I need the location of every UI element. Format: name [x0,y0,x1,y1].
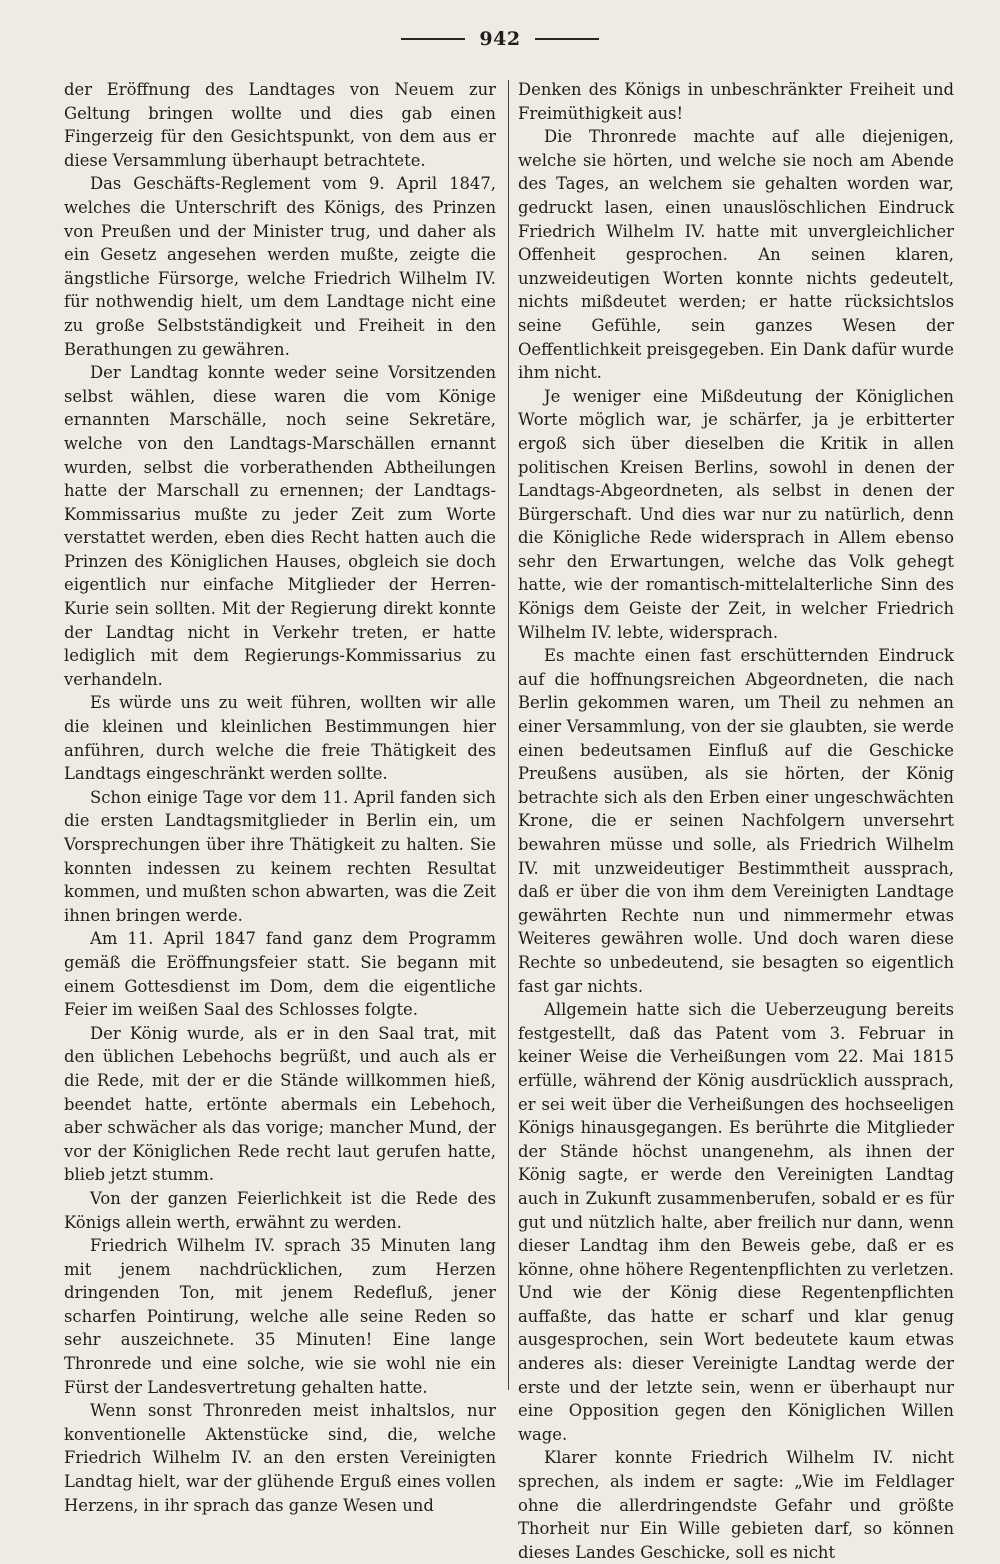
paragraph: Klarer konnte Friedrich Wilhelm IV. nicht sprechen, als indem er sagte: „Wie im Feldlager ohne die allerdringendste Gefahr und größte Thorheit nur Ein Wille gebieten darf, so können dieses Landes Geschicke, soll es nicht [518,1448,954,1562]
paragraph: Es machte einen fast erschütternden Eindruck auf die hoffnungsreichen Abgeordneten, die nach Berlin gekommen waren, um Theil zu nehmen an einer Versammlung, von der sie glaubten, sie werde einen bedeutsamen Einfluß auf die Geschicke Preußens ausüben, als sie hörten, der König betrachte sich als den Erben einer ungeschwächten Krone, die er seinen Nachfolgern unversehrt bewahren müsse und solle, als Friedrich Wilhelm IV. mit unzweideutiger Bestimmtheit aussprach, daß er über die von ihm dem Vereinigten Landtage gewährten Rechte nun und nimmermehr etwas Weiteres gewähren wolle. Und doch waren diese Rechte so unbedeutend, sie besagten so eigentlich fast gar nichts. [518,646,954,996]
paragraph: Wenn sonst Thronreden meist inhaltslos, nur konventionelle Aktenstücke sind, die, welche Friedrich Wilhelm IV. an den ersten Vereinigten Landtag hielt, war der glühende Erguß eines vollen Herzens, in ihr sprach das ganze Wesen und [64,1401,496,1515]
paragraph: Der König wurde, als er in den Saal trat, mit den üblichen Lebehochs begrüßt, und auch als er die Rede, mit der er die Stände willkommen hieß, beendet hatte, ertönte abermals ein Lebehoch, aber schwächer als das vorige; mancher Mund, der vor der Königlichen Rede recht laut gerufen hatte, blieb jetzt stumm. [64,1023,496,1185]
column-divider [508,80,509,1390]
page-number: 942 [479,28,521,50]
paragraph: Es würde uns zu weit führen, wollten wir alle die kleinen und kleinlichen Bestimmungen hier anführen, durch welche die freie Thätigkeit des Landtags eingeschränkt werden sollte. [64,693,496,784]
left-column [64,78,496,1515]
paragraph: Je weniger eine Mißdeutung der Königlichen Worte möglich war, je schärfer, ja je erbitterter ergoß sich über dieselben die Kritik in allen politischen Kreisen Berlins, sowohl in denen der Landtags-Abgeordneten, als selbst in denen der Bürgerschaft. Und dies war nur zu natürlich, denn die Königliche Rede widersprach in Allem ebenso sehr den Erwartungen, welche das Volk gehegt hatte, wie der romantisch-mittelalterliche Sinn des Königs dem Geiste der Zeit, in welcher Friedrich Wilhelm IV. lebte, widersprach. [518,386,954,642]
paragraph: Friedrich Wilhelm IV. sprach 35 Minuten lang mit jenem nachdrücklichen, zum Herzen dringenden Ton, mit jenem Redefluß, jener scharfen Pointirung, welche alle seine Reden so sehr auszeichnete. 35 Minuten! Eine lange Thronrede und eine solche, wie sie wohl nie ein Fürst der Landesvertretung gehalten hatte. [64,1236,496,1397]
paragraph: Schon einige Tage vor dem 11. April fanden sich die ersten Landtagsmitglieder in Berlin ein, um Vorsprechungen über ihre Thätigkeit zu halten. Sie konnten indessen zu keinem rechten Resultat kommen, und mußten schon abwarten, was die Zeit ihnen bringen werde. [64,787,496,925]
paragraph: Der Landtag konnte weder seine Vorsitzenden selbst wählen, diese waren die vom Könige ernannten Marschälle, noch seine Sekretäre, welche von den Landtags-Marschällen ernannt wurden, selbst die vorberathenden Abtheilungen hatte der Marschall zu ernennen; der Landtags-Kommissarius mußte zu jeder Zeit zum Worte verstattet werden, eben dies Recht hatten auch die Prinzen des Königlichen Hauses, obgleich sie doch eigentlich nur einfache Mitglieder der Herren-Kurie sein sollten. Mit der Regierung direkt konnte der Landtag nicht in Verkehr treten, er hatte lediglich mit dem Regierungs-Kommissarius zu verhandeln. [64,363,496,689]
paragraph: Die Thronrede machte auf alle diejenigen, welche sie hörten, und welche sie noch am Abende des Tages, an welchem sie gehalten worden war, gedruckt lasen, einen unauslöschlichen Eindruck Friedrich Wilhelm IV. hatte mit unvergleichlicher Offenheit gesprochen. An seinen klaren, unzweideutigen Worten konnte nichts gedeutelt, nichts mißdeutet werden; er hatte rücksichtslos seine Gefühle, sein ganzes Wesen der Oeffentlichkeit preisgegeben. Ein Dank dafür wurde ihm nicht. [518,127,954,383]
paragraph: Denken des Königs in unbeschränkter Freiheit und Freimüthigkeit aus! [518,80,954,123]
paragraph: Das Geschäfts-Reglement vom 9. April 1847, welches die Unterschrift des Königs, des Prinzen von Preußen und der Minister trug, und daher als ein Gesetz angesehen werden mußte, zeigte die ängstliche Fürsorge, welche Friedrich Wilhelm IV. für nothwendig hielt, um dem Landtage nicht eine zu große Selbstständigkeit und Freiheit in den Berathungen zu gewähren. [64,174,496,359]
header-rule-right [535,38,599,40]
paragraph: der Eröffnung des Landtages von Neuem zur Geltung bringen wollte und dies gab einen Fingerzeig für den Gesichtspunkt, von dem aus er diese Versammlung überhaupt betrachtete. [64,80,496,170]
header-rule-left [401,38,465,40]
paragraph: Allgemein hatte sich die Ueberzeugung bereits festgestellt, daß das Patent vom 3. Februar in keiner Weise die Verheißungen vom 22. Mai 1815 erfülle, während der König ausdrücklich aussprach, er sei weit über die Verheißungen des hochseeligen Königs hinausgegangen. Es berührte die Mitglieder der Stände höchst unangenehm, als ihnen der König sagte, er werde den Vereinigten Landtag auch in Zukunft zusammenberufen, sobald er es für gut und nützlich halte, aber freilich nur dann, wenn dieser Landtag ihm den Beweis gebe, daß er es könne, ohne höhere Regentenpflichten zu verletzen. Und wie der König diese Regentenpflichten auffaßte, das hatte er scharf und klar genug ausgesprochen, sein Wort bedeutete kaum etwas anderes als: dieser Vereinigte Landtag werde der erste und der letzte sein, wenn er überhaupt nur eine Opposition gegen den Königlichen Willen wage. [518,1000,954,1444]
paragraph: Am 11. April 1847 fand ganz dem Programm gemäß die Eröffnungsfeier statt. Sie begann mit einem Gottesdienst im Dom, dem die eigentliche Feier im weißen Saal des Schlosses folgte. [64,929,496,1020]
right-column [518,78,954,1562]
paragraph: Von der ganzen Feierlichkeit ist die Rede des Königs allein werth, erwähnt zu werden. [64,1188,496,1232]
page-header [0,28,1000,50]
